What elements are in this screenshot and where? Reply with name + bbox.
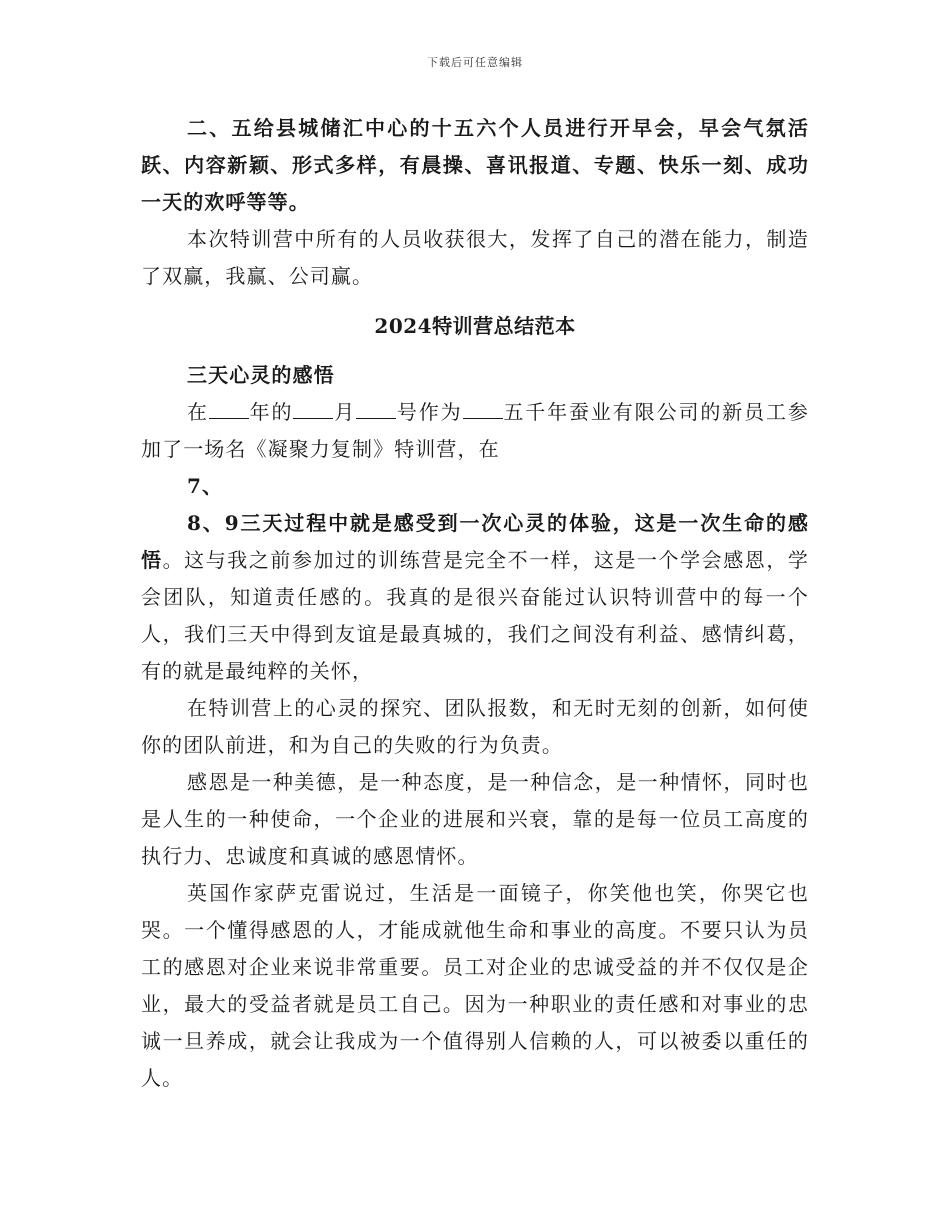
blank-day xyxy=(356,400,396,419)
experience-bold-text: 8、9三天过程中就是感受到一次心灵的体验，这是一次生命的感悟 xyxy=(141,511,809,572)
paragraph-experience xyxy=(141,505,809,690)
document-title: 2024特训营总结范本 xyxy=(374,314,576,338)
paragraph-summary: 本次特训营中所有的人员收获很大，发挥了自己的潜在能力，制造了双赢，我赢、公司赢。 xyxy=(141,227,809,288)
blank-year xyxy=(209,400,249,419)
intro-text-2: 年的 xyxy=(248,400,294,424)
paragraph-morning-meeting: 二、五给县城储汇中心的十五六个人员进行开早会，早会气氛活跃、内容新颖、形式多样，有晨操、喜讯报道、专题、快乐一刻、成功一天的欢呼等等。 xyxy=(141,116,809,214)
paragraph-thackeray: 英国作家萨克雷说过，生活是一面镜子，你笑他也笑，你哭它也哭。一个懂得感恩的人，才能成就他生命和事业的高度。不要只认为员工的感恩对企业来说非常重要。员工对企业的忠诚受益的并不仅仅是企业，最大的受益者就是员工自己。因为一种职业的责任感和对事业的忠诚一旦养成，就会让我成为一个值得别人信赖的人，可以被委以重任的人。 xyxy=(141,881,809,1090)
intro-text-3: 月 xyxy=(333,400,357,424)
paragraph-exploration: 在特训营上的心灵的探究、团队报数，和无时无刻的创新，如何使你的团队前进，和为自己的失败的行为负责。 xyxy=(141,696,809,757)
paragraph-date-7: 7、 xyxy=(187,474,224,498)
intro-text-4: 号作为 xyxy=(396,400,463,424)
intro-text-1: 在 xyxy=(187,400,209,424)
blank-month xyxy=(293,400,333,419)
intro-text-5: 五千年蚕业有限公司的新员工参加了一场名《凝聚力复制》特训营，在 xyxy=(141,400,809,461)
blank-company xyxy=(463,400,503,419)
document-body xyxy=(141,110,809,1097)
header-note: 下载后可任意编辑 xyxy=(427,56,523,69)
paragraph-intro xyxy=(141,394,809,468)
paragraph-gratitude: 感恩是一种美德，是一种态度，是一种信念，是一种情怀，同时也是人生的一种使命，一个企业的进展和兴衰，靠的是每一位员工高度的执行力、忠诚度和真诚的感恩情怀。 xyxy=(141,770,809,868)
experience-text: 。这与我之前参加过的训练营是完全不一样，这是一个学会感恩，学会团队，知道责任感的。我真的是很兴奋能过认识特训营中的每一个人，我们三天中得到友谊是最真城的，我们之间没有利益、感情纠葛，有的就是最纯粹的关怀， xyxy=(141,548,810,683)
section-subtitle: 三天心灵的感悟 xyxy=(187,363,335,387)
